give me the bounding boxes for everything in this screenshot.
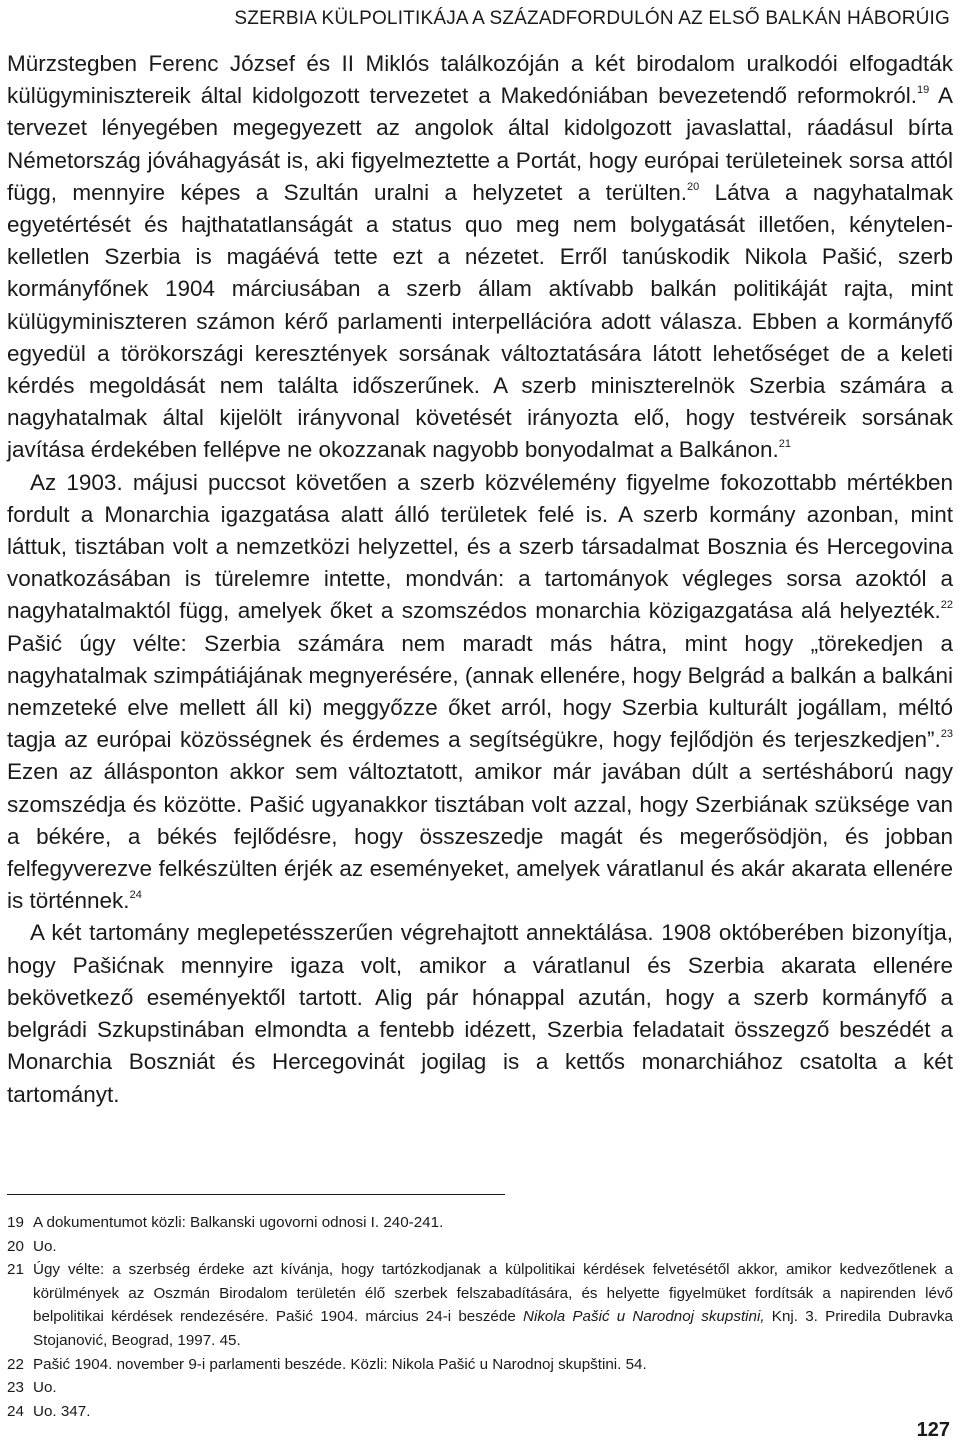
- running-header: SZERBIA KÜLPOLITIKÁJA A SZÁZADFORDULÓN AZ ELSŐ BALKÁN HÁBORÚIG: [234, 8, 950, 29]
- paragraph-text: Látva a nagyhatalmak egyetértését és hajthatatlanságát a status quo meg nem bolygatását illetően, kénytelen-kelletlen Szerbia is magáévá tette ezt a nézetet. Erről tanúskodik Nikola Pašić, szerb kormányfőnek 1904 márciusában a szerb állam aktívabb balkán politikáját rajta, mint külügyminiszteren számon kérő parlamenti interpellációra adott válasza. Ebben a kormányfő egyedül a törökországi keresztények sorsának változtatására látott lehetőséget de a keleti kérdés megoldását nem találta időszerűnek. A szerb miniszterelnök Szerbia számára a nagyhatalmak által kijelölt irányvonal követését irányozta elő, hogy testvéreik sorsának javítása érdekében fellépve ne okozzanak nagyobb bonyodalmat a Balkánon.: [7, 179, 953, 463]
- footnote-text-part: Úgy vélte: a szerbség érdeke azt kívánja, hogy tartózkodjanak a külpolitikai kérdések felvetésétől akkor, amikor kedvezőtlenek a körülmények az Oszmán Birodalom területén élő szerbek felszabadítására, és helyette figyelmüket fordítsák a napirenden lévő belpolitikai kérdések rendezésére. Pašić 1904. március 24-i beszéde: [33, 1261, 953, 1326]
- footnote-ref[interactable]: 23: [940, 728, 953, 741]
- paragraph-text: A két tartomány meglepetésszerűen végrehajtott annektálása. 1908 októberében bizonyítja, hogy Pašićnak mennyire igaza volt, amikor a váratlanul és Szerbia akarata ellenére bekövetkező eseményektől tartott. Alig pár hónappal azután, hogy a szerb kormányfő a belgrádi Szkupstinában elmondta a fentebb idézett, Szerbia feladatait összegző beszédét a Monarchia Boszniát és Hercegovinát jogilag is a kettős monarchiához csatolta a két tartományt.: [7, 920, 953, 1107]
- footnote-italic-title: Nikola Pašić u Narodnoj skupstini,: [522, 1308, 765, 1326]
- footnote-19: [7, 1211, 953, 1235]
- footnote-23: [7, 1376, 953, 1400]
- paragraph-3: [7, 917, 953, 1110]
- footnote-text: Uo.: [33, 1379, 57, 1397]
- paragraph-text: Pašić úgy vélte: Szerbia számára nem maradt más hátra, mint hogy „törekedjen a nagyhatalmak szimpátiájának megnyerésére, (annak ellenére, hogy Belgrád a balkán a balkáni nemzeteké elve mellett áll ki) meggyőzze őket arról, hogy Szerbia kulturált jogállam, méltó tagja az európai közösségnek és érdemes a segítségükre, hogy fejlődjön és terjeszkedjen”.: [7, 630, 953, 753]
- footnote-22: [7, 1353, 953, 1377]
- paragraph-text: Az 1903. májusi puccsot követően a szerb közvélemény figyelme fokozottabb mértékben fordult a Monarchia igazgatása alatt álló területek felé is. A szerb kormány azonban, mint láttuk, tisztában volt a nemzetközi helyzettel, és a szerb társadalmat Bosznia és Hercegovina vonatkozásában is türelemre intette, mondván: a tartományok végleges sorsa azoktól a nagyhatalmaktól függ, amelyek őket a szomszédos monarchia közigazgatása alá helyezték.: [7, 469, 953, 624]
- footnote-text: Uo. 347.: [33, 1402, 91, 1420]
- footnote-divider: [7, 1194, 505, 1195]
- footnote-ref[interactable]: 21: [778, 438, 792, 451]
- footnote-number: 23: [7, 1379, 24, 1397]
- footnote-ref[interactable]: 20: [686, 180, 700, 193]
- main-text: [7, 48, 953, 1111]
- footnote-text: [33, 1258, 953, 1352]
- footnote-24: [7, 1400, 953, 1424]
- footnote-text-part: Knj. 3. Priredila Dubravka Stojanović, Beograd, 1997. 45.: [33, 1308, 954, 1349]
- paragraph-text: A tervezet lényegében megegyezett az angolok által kidolgozott javaslattal, ráadásul bírta Németország jóváhagyását is, aki figyelmeztette a Portát, hogy európai területeinek sorsa attól függ, mennyire képes a Szultán uralni a helyzetet a terülten.: [7, 83, 953, 205]
- footnote-text: Uo.: [33, 1237, 57, 1255]
- footnote-number: 21: [7, 1261, 24, 1279]
- paragraph-1: [7, 48, 953, 467]
- footnote-ref[interactable]: 19: [917, 84, 930, 97]
- footnotes: [7, 1211, 953, 1423]
- paragraph-2: [7, 467, 953, 918]
- footnote-number: 24: [7, 1402, 24, 1420]
- footnote-text: A dokumentumot közli: Balkanski ugovorni odnosi I. 240-241.: [33, 1214, 444, 1231]
- footnote-ref[interactable]: 22: [940, 599, 953, 612]
- paragraph-text: Mürzstegben Ferenc József és II Miklós találkozóján a két birodalom uralkodói elfogadták külügyminisztereik által kidolgozott tervezetet a Makedóniában bevezetendő reformokról.: [7, 51, 953, 109]
- footnote-number: 19: [7, 1214, 24, 1231]
- page-number: 127: [916, 1419, 950, 1441]
- footnote-number: 22: [7, 1355, 24, 1373]
- footnote-number: 20: [7, 1237, 24, 1255]
- footnote-ref[interactable]: 24: [129, 889, 142, 902]
- footnote-20: [7, 1235, 953, 1259]
- paragraph-text: Ezen az állásponton akkor sem változtatott, amikor már javában dúlt a sertésháború nagy szomszédja és közötte. Pašić ugyanakkor tisztában volt azzal, hogy Szerbiának szüksége van a békére, a békés fejlődésre, hogy összeszedje magát és megerősödjön, és jobban felfegyverezve felkészülten érjék az eseményeket, amelyek váratlanul és akár akarata ellenére is történnek.: [7, 759, 953, 914]
- footnote-21: [7, 1258, 953, 1352]
- footnote-text: Pašić 1904. november 9-i parlamenti beszéde. Közli: Nikola Pašić u Narodnoj skupštini. 54.: [33, 1355, 647, 1373]
